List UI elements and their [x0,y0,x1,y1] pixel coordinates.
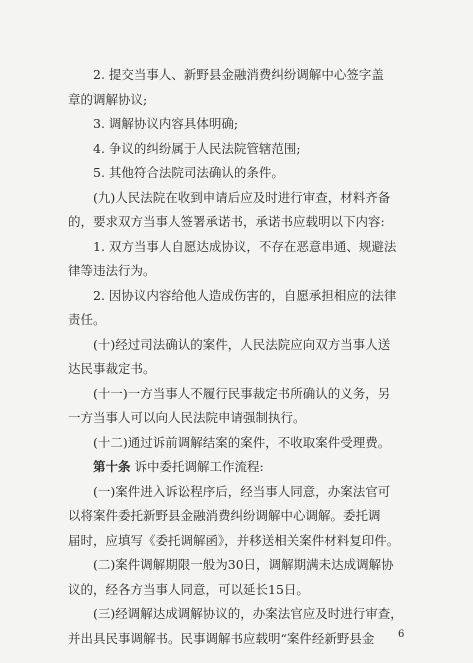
text-line: (三)经调解达成调解协议的，办案法官应及时进行审查， [93,606,403,621]
text-line: 2. 提交当事人、新野县金融消费纠纷调解中心签字盖 [93,67,384,82]
text-line: 达民事裁定书。 [68,361,156,376]
text-line [68,455,420,480]
text-line: (十)经过司法确认的案件，人民法院应向双方当事人送 [93,336,391,352]
page-number: 6 [398,629,405,640]
text-line: 以将案件委托新野县金融消费纠纷调解中心调解。委托调 [68,508,381,523]
text-line: 5. 其他符合法院司法确认的条件。 [93,165,284,180]
text-line: (十一)一方当事人不履行民事裁定书所确认的义务，另 [93,385,391,401]
text-line: 一方当事人可以向人民法院申请强制执行。 [68,410,306,425]
text-line: 1. 双方当事人自愿达成协议，不存在恶意串通、规避法 [93,238,397,254]
text-line: 律等违法行为。 [68,263,156,278]
text-line: 责任。 [68,312,106,327]
text-span: 诉中委托调解工作流程: [130,459,264,474]
text-line: (二)案件调解期限一般为30日，调解期满未达成调解协 [93,557,394,572]
text-line: 4. 争议的纠纷属于人民法院管辖范围; [93,140,301,156]
text-line: 的，要求双方当事人签署承诺书，承诺书应载明以下内容: [68,214,385,229]
text-line: (十二)通过诉前调解结案的案件，不收取案件受理费。 [93,434,391,450]
text-line: 3. 调解协议内容具体明确; [93,116,239,131]
document-body [68,63,420,651]
text-line: 2. 因协议内容给他人造成伤害的，自愿承担相应的法律 [93,287,397,303]
text-line: 届时，应填写《委托调解函》，并移送相关案件材料复印件。 [68,532,400,548]
text-line: 议的，经各方当事人同意，可以延长15日。 [68,581,309,597]
text-line: 章的调解协议; [68,91,148,107]
article-heading: 第十条 [93,459,131,474]
text-line: (一)案件进入诉讼程序后，经当事人同意，办案法官可 [93,483,391,499]
text-line: 并出具民事调解书。民事调解书应载明“案件经新野县金 [68,630,375,646]
text-line: (九)人民法院在收到申请后应及时进行审查，材料齐备 [93,189,391,205]
